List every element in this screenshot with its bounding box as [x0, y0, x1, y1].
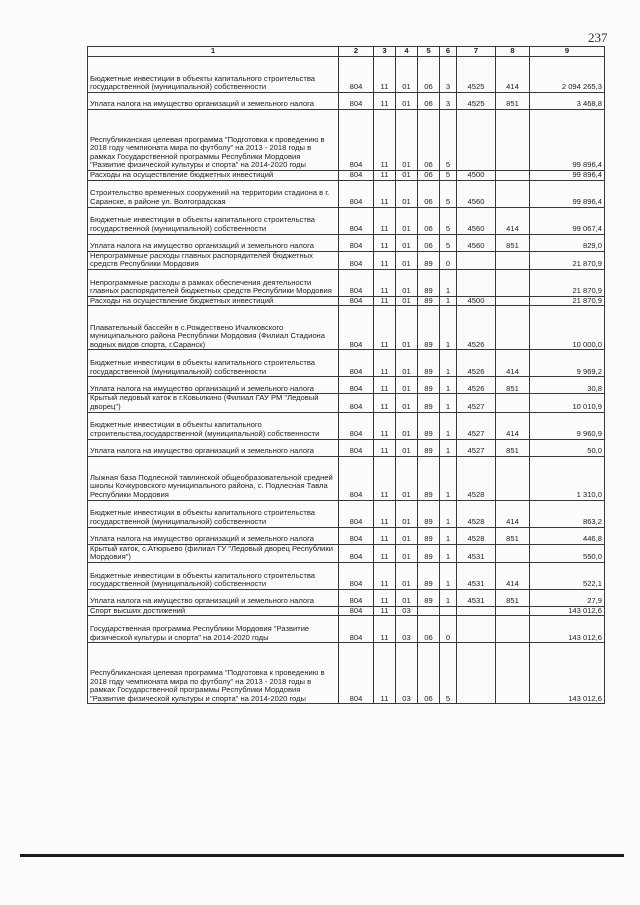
row-code-cell: 5 [440, 234, 457, 251]
row-code-cell: 03 [396, 606, 418, 616]
row-code-cell: 414 [496, 412, 530, 439]
row-code-cell: 1 [440, 544, 457, 562]
row-code-cell: 11 [374, 606, 396, 616]
row-code-cell: 1 [440, 350, 457, 377]
row-code-cell: 03 [396, 643, 418, 704]
row-code-cell: 89 [418, 377, 440, 394]
row-name-cell: Лыжная база Подлесной тавлинской общеобразовательной средней школы Кочкуровского муниципального района, с. Подлесная Тавла Республики Мордовия [88, 456, 339, 500]
row-code-cell: 143 012,6 [530, 606, 605, 616]
row-code-cell [457, 616, 496, 643]
row-code-cell: 804 [339, 296, 374, 306]
table-row [88, 500, 605, 527]
row-code-cell: 99 896,4 [530, 110, 605, 171]
row-code-cell: 99 896,4 [530, 171, 605, 181]
row-code-cell: 804 [339, 377, 374, 394]
row-code-cell: 5 [440, 110, 457, 171]
row-code-cell: 0 [440, 251, 457, 269]
row-code-cell: 1 [440, 306, 457, 350]
row-code-cell: 3 468,8 [530, 93, 605, 110]
row-code-cell: 1 [440, 412, 457, 439]
row-code-cell: 804 [339, 57, 374, 93]
row-code-cell: 11 [374, 207, 396, 234]
row-name-cell: Уплата налога на имущество организаций и земельного налога [88, 93, 339, 110]
row-code-cell: 01 [396, 456, 418, 500]
row-code-cell: 11 [374, 527, 396, 544]
table-row [88, 439, 605, 456]
row-code-cell: 804 [339, 606, 374, 616]
row-code-cell [457, 269, 496, 296]
column-header: 3 [374, 47, 396, 57]
row-code-cell: 01 [396, 562, 418, 589]
row-code-cell: 11 [374, 439, 396, 456]
row-name-cell: Уплата налога на имущество организаций и земельного налога [88, 234, 339, 251]
row-code-cell: 11 [374, 616, 396, 643]
row-code-cell: 03 [396, 616, 418, 643]
row-code-cell: 804 [339, 171, 374, 181]
row-name-cell: Плавательный бассейн в с.Рождествено Ичалковского муниципального района Республики Мордовия (Филиал Стадиона водных видов спорта, г.Саранск) [88, 306, 339, 350]
row-code-cell: 21 870,9 [530, 269, 605, 296]
row-code-cell: 851 [496, 93, 530, 110]
row-code-cell: 01 [396, 500, 418, 527]
row-code-cell: 9 969,2 [530, 350, 605, 377]
row-code-cell: 804 [339, 544, 374, 562]
row-code-cell: 01 [396, 439, 418, 456]
table-row [88, 562, 605, 589]
row-code-cell: 550,0 [530, 544, 605, 562]
row-code-cell: 11 [374, 544, 396, 562]
row-code-cell [496, 171, 530, 181]
row-code-cell: 1 [440, 527, 457, 544]
table-row [88, 643, 605, 704]
row-name-cell: Бюджетные инвестиции в объекты капитального строительства государственной (муниципальной) собственности [88, 207, 339, 234]
row-code-cell: 01 [396, 269, 418, 296]
row-code-cell: 10 000,0 [530, 306, 605, 350]
row-code-cell: 829,0 [530, 234, 605, 251]
row-code-cell: 1 [440, 394, 457, 412]
row-code-cell: 804 [339, 251, 374, 269]
row-code-cell: 30,8 [530, 377, 605, 394]
column-header: 8 [496, 47, 530, 57]
row-code-cell: 89 [418, 394, 440, 412]
row-code-cell: 804 [339, 562, 374, 589]
row-code-cell: 804 [339, 180, 374, 207]
row-code-cell [418, 606, 440, 616]
row-code-cell: 89 [418, 269, 440, 296]
row-code-cell: 01 [396, 544, 418, 562]
table-row [88, 616, 605, 643]
table-row [88, 269, 605, 296]
row-code-cell: 1 310,0 [530, 456, 605, 500]
column-header: 9 [530, 47, 605, 57]
table-row [88, 412, 605, 439]
row-code-cell [496, 394, 530, 412]
row-code-cell: 446,8 [530, 527, 605, 544]
row-code-cell: 06 [418, 234, 440, 251]
row-code-cell: 4531 [457, 589, 496, 606]
row-code-cell: 21 870,9 [530, 251, 605, 269]
row-name-cell: Крытый ледовый каток в г.Ковылкино (Филиал ГАУ РМ "Ледовый дворец") [88, 394, 339, 412]
row-code-cell: 11 [374, 562, 396, 589]
bottom-rule [20, 854, 624, 857]
row-code-cell: 11 [374, 234, 396, 251]
row-code-cell: 1 [440, 377, 457, 394]
row-name-cell: Уплата налога на имущество организаций и земельного налога [88, 527, 339, 544]
row-code-cell: 11 [374, 589, 396, 606]
row-code-cell: 4528 [457, 500, 496, 527]
row-name-cell: Республиканская целевая программа "Подготовка к проведению в 2018 году чемпионата мира по футболу" на 2013 - 2018 годы в рамках Государственной программы Республики Мордовия "Развитие физической культуры и спорта" на 2014-2020 годы [88, 110, 339, 171]
row-code-cell: 11 [374, 110, 396, 171]
row-name-cell: Расходы на осуществление бюджетных инвестиций [88, 296, 339, 306]
row-code-cell: 4560 [457, 234, 496, 251]
row-code-cell: 01 [396, 180, 418, 207]
row-name-cell: Бюджетные инвестиции в объекты капитального строительства государственной (муниципальной) собственности [88, 500, 339, 527]
row-code-cell: 414 [496, 562, 530, 589]
table-body [88, 57, 605, 704]
row-code-cell: 804 [339, 350, 374, 377]
row-code-cell: 851 [496, 589, 530, 606]
row-code-cell: 804 [339, 527, 374, 544]
row-code-cell: 01 [396, 171, 418, 181]
row-code-cell: 89 [418, 562, 440, 589]
row-code-cell: 06 [418, 57, 440, 93]
row-code-cell: 4500 [457, 171, 496, 181]
row-name-cell: Крытый каток, с.Атюрьево (филиал ГУ "Ледовый дворец Республики Мордовия") [88, 544, 339, 562]
row-code-cell: 4560 [457, 207, 496, 234]
row-code-cell: 01 [396, 377, 418, 394]
row-name-cell: Уплата налога на имущество организаций и земельного налога [88, 377, 339, 394]
row-code-cell: 5 [440, 180, 457, 207]
row-code-cell [496, 306, 530, 350]
row-code-cell: 804 [339, 589, 374, 606]
row-code-cell: 4526 [457, 377, 496, 394]
row-code-cell: 4531 [457, 544, 496, 562]
row-name-cell: Республиканская целевая программа "Подготовка к проведению в 2018 году чемпионата мира по футболу" на 2013 - 2018 годы в рамках Государственной программы Республики Мордовия "Развитие физической культуры и спорта" на 2014-2020 годы [88, 643, 339, 704]
row-code-cell: 06 [418, 110, 440, 171]
column-header: 1 [88, 47, 339, 57]
table-row [88, 234, 605, 251]
row-code-cell [457, 251, 496, 269]
row-code-cell: 804 [339, 643, 374, 704]
budget-table [87, 46, 605, 704]
row-code-cell: 50,0 [530, 439, 605, 456]
table-row [88, 456, 605, 500]
row-name-cell: Расходы на осуществление бюджетных инвестиций [88, 171, 339, 181]
row-code-cell: 804 [339, 306, 374, 350]
table-row [88, 350, 605, 377]
row-code-cell: 11 [374, 500, 396, 527]
row-code-cell: 11 [374, 93, 396, 110]
row-code-cell [496, 544, 530, 562]
row-code-cell: 1 [440, 296, 457, 306]
row-code-cell: 1 [440, 439, 457, 456]
row-code-cell: 89 [418, 412, 440, 439]
row-name-cell: Строительство временных сооружений на территории стадиона в г. Саранске, в районе ул. Волгоградская [88, 180, 339, 207]
row-code-cell: 01 [396, 350, 418, 377]
row-name-cell: Бюджетные инвестиции в объекты капитального строительства государственной (муниципальной) собственности [88, 57, 339, 93]
row-code-cell: 863,2 [530, 500, 605, 527]
row-code-cell: 3 [440, 57, 457, 93]
row-code-cell: 4525 [457, 93, 496, 110]
row-code-cell: 804 [339, 269, 374, 296]
row-code-cell: 89 [418, 589, 440, 606]
row-code-cell: 1 [440, 562, 457, 589]
row-code-cell: 01 [396, 57, 418, 93]
row-code-cell: 89 [418, 251, 440, 269]
row-code-cell: 06 [418, 171, 440, 181]
row-code-cell: 804 [339, 93, 374, 110]
table-row [88, 377, 605, 394]
row-code-cell [496, 251, 530, 269]
row-code-cell: 89 [418, 306, 440, 350]
table-row [88, 394, 605, 412]
row-code-cell: 11 [374, 350, 396, 377]
row-code-cell: 11 [374, 643, 396, 704]
row-code-cell: 01 [396, 93, 418, 110]
row-name-cell: Бюджетные инвестиции в объекты капитального строительства государственной (муниципальной) собственности [88, 350, 339, 377]
row-code-cell: 01 [396, 527, 418, 544]
row-code-cell [457, 643, 496, 704]
row-code-cell: 1 [440, 456, 457, 500]
column-header: 5 [418, 47, 440, 57]
row-code-cell: 804 [339, 110, 374, 171]
table-row [88, 544, 605, 562]
row-code-cell: 851 [496, 439, 530, 456]
table-row [88, 207, 605, 234]
row-code-cell: 11 [374, 412, 396, 439]
row-code-cell: 11 [374, 251, 396, 269]
row-code-cell: 89 [418, 350, 440, 377]
row-code-cell: 01 [396, 207, 418, 234]
row-code-cell: 89 [418, 544, 440, 562]
row-code-cell: 01 [396, 412, 418, 439]
row-code-cell: 4528 [457, 456, 496, 500]
row-code-cell: 11 [374, 394, 396, 412]
row-code-cell: 01 [396, 296, 418, 306]
row-name-cell: Уплата налога на имущество организаций и земельного налога [88, 439, 339, 456]
row-code-cell: 5 [440, 171, 457, 181]
page-number: 237 [588, 30, 608, 45]
row-code-cell: 4527 [457, 439, 496, 456]
row-code-cell: 2 094 265,3 [530, 57, 605, 93]
row-code-cell [496, 180, 530, 207]
table-row [88, 110, 605, 171]
table-row [88, 589, 605, 606]
row-code-cell: 06 [418, 616, 440, 643]
column-header: 7 [457, 47, 496, 57]
row-code-cell: 89 [418, 527, 440, 544]
table-row [88, 251, 605, 269]
row-code-cell [496, 296, 530, 306]
row-code-cell: 01 [396, 251, 418, 269]
row-code-cell: 414 [496, 207, 530, 234]
row-code-cell: 804 [339, 412, 374, 439]
row-code-cell: 1 [440, 500, 457, 527]
column-header: 4 [396, 47, 418, 57]
row-code-cell: 99 067,4 [530, 207, 605, 234]
row-code-cell: 804 [339, 207, 374, 234]
row-code-cell: 11 [374, 269, 396, 296]
table-row [88, 93, 605, 110]
row-code-cell [440, 606, 457, 616]
row-code-cell: 11 [374, 171, 396, 181]
row-code-cell: 1 [440, 269, 457, 296]
row-code-cell: 0 [440, 616, 457, 643]
row-code-cell: 01 [396, 394, 418, 412]
row-code-cell: 01 [396, 306, 418, 350]
row-code-cell: 01 [396, 110, 418, 171]
row-code-cell: 06 [418, 180, 440, 207]
row-code-cell: 4525 [457, 57, 496, 93]
row-code-cell: 89 [418, 296, 440, 306]
row-name-cell: Бюджетные инвестиции в объекты капитального строительства,государственной (муниципальной) собственности [88, 412, 339, 439]
row-code-cell: 851 [496, 377, 530, 394]
row-code-cell [496, 606, 530, 616]
table-row [88, 527, 605, 544]
row-code-cell: 11 [374, 296, 396, 306]
row-code-cell: 11 [374, 377, 396, 394]
row-code-cell: 804 [339, 456, 374, 500]
row-code-cell: 11 [374, 456, 396, 500]
row-code-cell: 9 960,9 [530, 412, 605, 439]
row-code-cell [496, 643, 530, 704]
row-code-cell: 11 [374, 57, 396, 93]
row-code-cell: 143 012,6 [530, 616, 605, 643]
row-code-cell: 21 870,9 [530, 296, 605, 306]
table-header-row [88, 47, 605, 57]
table-row [88, 171, 605, 181]
row-code-cell [496, 269, 530, 296]
row-code-cell: 522,1 [530, 562, 605, 589]
row-code-cell [457, 606, 496, 616]
row-code-cell: 89 [418, 456, 440, 500]
row-name-cell: Государственная программа Республики Мордовия "Развитие физической культуры и спорта" на 2014-2020 годы [88, 616, 339, 643]
row-code-cell: 4560 [457, 180, 496, 207]
row-name-cell: Спорт высших достижений [88, 606, 339, 616]
row-code-cell [457, 110, 496, 171]
row-code-cell: 99 896,4 [530, 180, 605, 207]
row-name-cell: Непрограммные расходы главных распорядителей бюджетных средств Республики Мордовия [88, 251, 339, 269]
row-code-cell [496, 616, 530, 643]
row-code-cell: 414 [496, 500, 530, 527]
table-row [88, 180, 605, 207]
column-header: 2 [339, 47, 374, 57]
row-code-cell: 804 [339, 616, 374, 643]
table-row [88, 57, 605, 93]
row-code-cell: 06 [418, 643, 440, 704]
row-code-cell: 4527 [457, 412, 496, 439]
row-code-cell: 89 [418, 500, 440, 527]
row-code-cell: 06 [418, 207, 440, 234]
row-code-cell: 414 [496, 350, 530, 377]
row-code-cell: 851 [496, 527, 530, 544]
table-row [88, 306, 605, 350]
row-code-cell: 10 010,9 [530, 394, 605, 412]
row-code-cell: 11 [374, 180, 396, 207]
row-name-cell: Бюджетные инвестиции в объекты капитального строительства государственной (муниципальной) собственности [88, 562, 339, 589]
row-code-cell: 804 [339, 394, 374, 412]
row-code-cell: 5 [440, 643, 457, 704]
table-row [88, 606, 605, 616]
row-name-cell: Уплата налога на имущество организаций и земельного налога [88, 589, 339, 606]
row-code-cell: 11 [374, 306, 396, 350]
row-name-cell: Непрограммные расходы в рамках обеспечения деятельности главных распорядителей бюджетных средств Республики Мордовия [88, 269, 339, 296]
row-code-cell: 06 [418, 93, 440, 110]
row-code-cell: 143 012,6 [530, 643, 605, 704]
row-code-cell: 01 [396, 589, 418, 606]
row-code-cell: 4531 [457, 562, 496, 589]
row-code-cell: 4526 [457, 350, 496, 377]
row-code-cell [496, 110, 530, 171]
row-code-cell: 5 [440, 207, 457, 234]
row-code-cell: 4527 [457, 394, 496, 412]
row-code-cell [496, 456, 530, 500]
row-code-cell: 804 [339, 234, 374, 251]
column-header: 6 [440, 47, 457, 57]
row-code-cell: 804 [339, 439, 374, 456]
row-code-cell: 27,9 [530, 589, 605, 606]
row-code-cell: 4526 [457, 306, 496, 350]
row-code-cell: 804 [339, 500, 374, 527]
row-code-cell: 4528 [457, 527, 496, 544]
row-code-cell: 851 [496, 234, 530, 251]
row-code-cell: 4500 [457, 296, 496, 306]
table-row [88, 296, 605, 306]
row-code-cell: 01 [396, 234, 418, 251]
row-code-cell: 89 [418, 439, 440, 456]
row-code-cell: 414 [496, 57, 530, 93]
row-code-cell: 3 [440, 93, 457, 110]
row-code-cell: 1 [440, 589, 457, 606]
